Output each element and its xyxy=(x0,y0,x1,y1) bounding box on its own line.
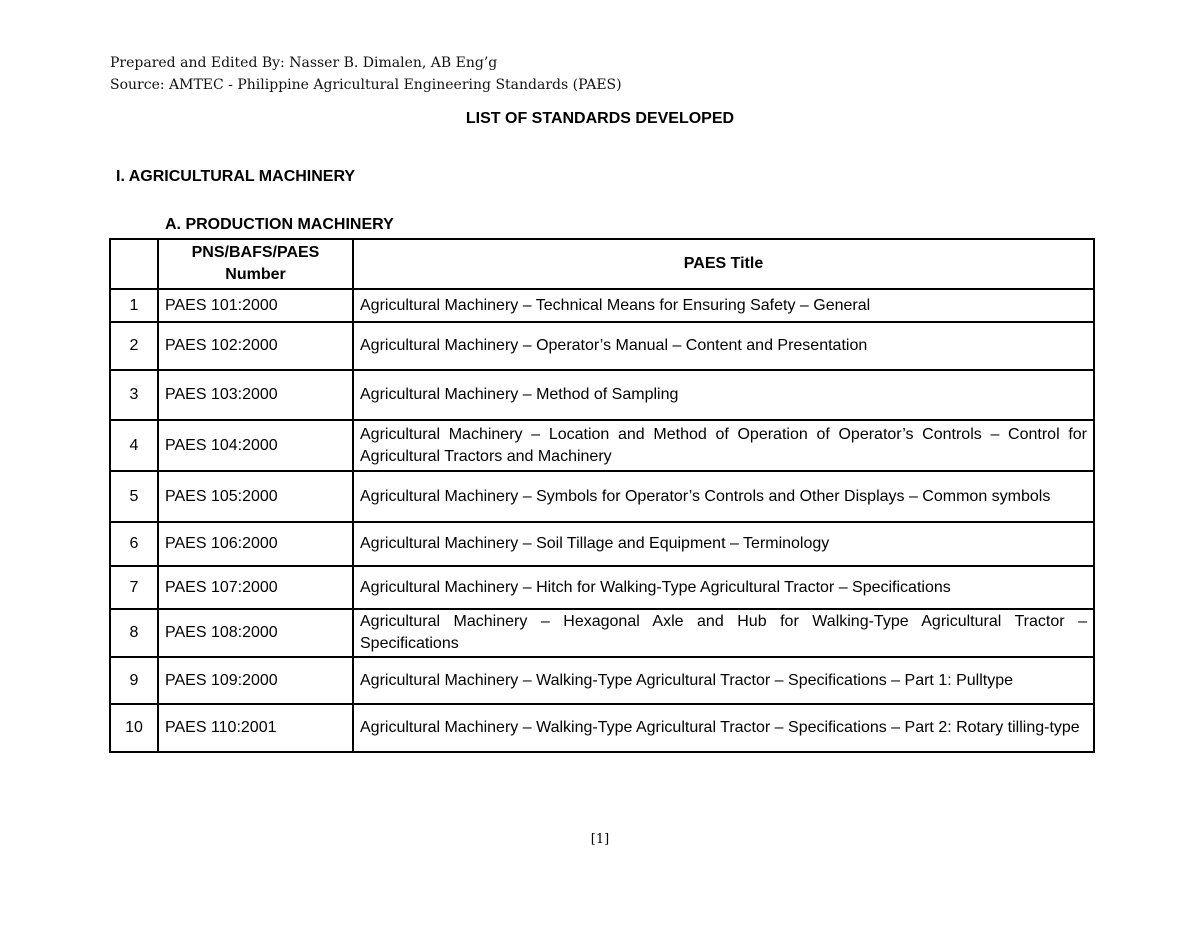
standards-table xyxy=(109,238,1095,753)
row-no: 1 xyxy=(110,289,158,322)
page-number: [1] xyxy=(590,832,610,847)
row-no: 8 xyxy=(110,609,158,657)
row-no: 3 xyxy=(110,370,158,420)
row-title: Agricultural Machinery – Location and Method of Operation of Operator’s Controls – Control for Agricultural Tractors and Machinery xyxy=(353,420,1094,471)
table-row xyxy=(110,370,1094,420)
row-number: PAES 104:2000 xyxy=(158,420,353,471)
row-number: PAES 107:2000 xyxy=(158,566,353,609)
row-number: PAES 103:2000 xyxy=(158,370,353,420)
row-number: PAES 109:2000 xyxy=(158,657,353,704)
table-row xyxy=(110,566,1094,609)
row-title: Agricultural Machinery – Method of Sampling xyxy=(353,370,1094,420)
row-title: Agricultural Machinery – Operator’s Manual – Content and Presentation xyxy=(353,322,1094,370)
row-number: PAES 108:2000 xyxy=(158,609,353,657)
table-row xyxy=(110,522,1094,566)
table-header-row xyxy=(110,239,1094,289)
header-title: PAES Title xyxy=(353,239,1094,289)
page-title: LIST OF STANDARDS DEVELOPED xyxy=(465,110,735,127)
table-row xyxy=(110,420,1094,471)
table-row xyxy=(110,471,1094,522)
row-title: Agricultural Machinery – Walking-Type Agricultural Tractor – Specifications – Part 1: Pulltype xyxy=(353,657,1094,704)
source-line: Source: AMTEC - Philippine Agricultural Engineering Standards (PAES) xyxy=(110,77,622,93)
row-number: PAES 105:2000 xyxy=(158,471,353,522)
row-no: 9 xyxy=(110,657,158,704)
header-no xyxy=(110,239,158,289)
row-title: Agricultural Machinery – Soil Tillage and Equipment – Terminology xyxy=(353,522,1094,566)
row-number: PAES 102:2000 xyxy=(158,322,353,370)
row-number: PAES 106:2000 xyxy=(158,522,353,566)
row-no: 5 xyxy=(110,471,158,522)
subsection-heading: A. PRODUCTION MACHINERY xyxy=(165,216,394,233)
row-no: 4 xyxy=(110,420,158,471)
table-row xyxy=(110,657,1094,704)
table-row xyxy=(110,609,1094,657)
row-title: Agricultural Machinery – Hitch for Walking-Type Agricultural Tractor – Specifications xyxy=(353,566,1094,609)
header-number: PNS/BAFS/PAES Number xyxy=(158,239,353,289)
row-no: 7 xyxy=(110,566,158,609)
row-number: PAES 110:2001 xyxy=(158,704,353,752)
row-title: Agricultural Machinery – Technical Means for Ensuring Safety – General xyxy=(353,289,1094,322)
row-title: Agricultural Machinery – Walking-Type Agricultural Tractor – Specifications – Part 2: Rotary tilling-type xyxy=(353,704,1094,752)
row-no: 6 xyxy=(110,522,158,566)
table-row xyxy=(110,322,1094,370)
row-no: 10 xyxy=(110,704,158,752)
prepared-by-line: Prepared and Edited By: Nasser B. Dimalen, AB Eng’g xyxy=(110,55,498,71)
row-title: Agricultural Machinery – Hexagonal Axle and Hub for Walking-Type Agricultural Tractor – Specifications xyxy=(353,609,1094,657)
table-row xyxy=(110,704,1094,752)
row-title: Agricultural Machinery – Symbols for Operator’s Controls and Other Displays – Common symbols xyxy=(353,471,1094,522)
row-no: 2 xyxy=(110,322,158,370)
section-heading: I. AGRICULTURAL MACHINERY xyxy=(116,168,356,185)
table-row xyxy=(110,289,1094,322)
row-number: PAES 101:2000 xyxy=(158,289,353,322)
